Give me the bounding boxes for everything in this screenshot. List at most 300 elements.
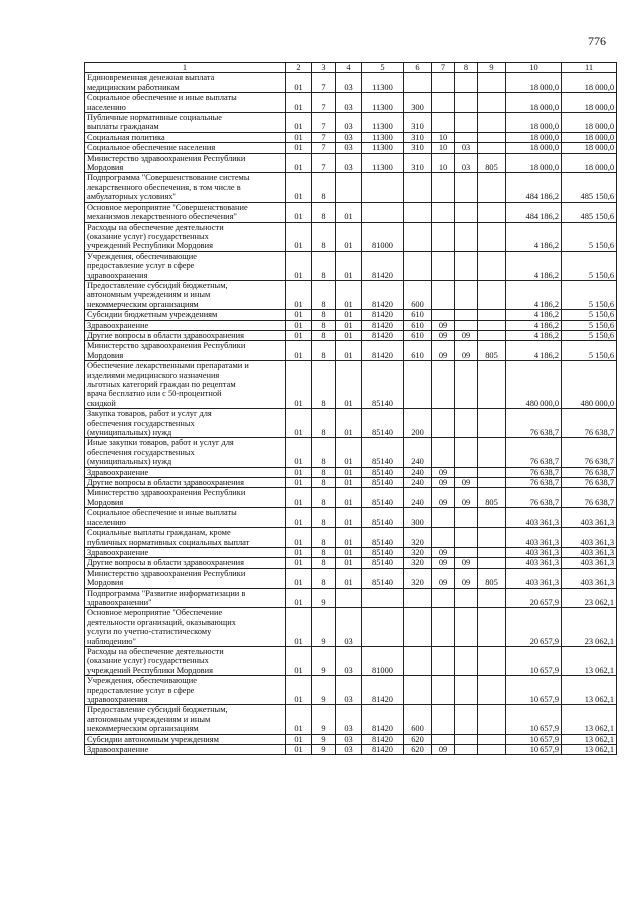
- row-name-cell: Социальное обеспечение и иные выплаты населению: [85, 93, 286, 113]
- code-cell: 320: [404, 547, 432, 557]
- amount-cell: 76 638,7: [562, 438, 617, 467]
- code-cell: 01: [336, 508, 362, 528]
- code-cell: 8: [312, 251, 336, 280]
- code-cell: [404, 222, 432, 251]
- code-cell: [432, 202, 455, 222]
- code-cell: 8: [312, 222, 336, 251]
- code-cell: [455, 320, 478, 330]
- code-cell: 310: [404, 143, 432, 153]
- code-cell: 85140: [362, 361, 404, 409]
- code-cell: 01: [286, 310, 312, 320]
- table-row: [85, 467, 617, 477]
- code-cell: [478, 280, 506, 309]
- code-cell: [478, 558, 506, 568]
- code-cell: 8: [312, 341, 336, 361]
- code-cell: 01: [286, 330, 312, 340]
- code-cell: 805: [478, 568, 506, 588]
- amount-cell: 4 186,2: [506, 341, 562, 361]
- code-cell: [404, 73, 432, 93]
- code-cell: [432, 93, 455, 113]
- code-cell: 01: [286, 547, 312, 557]
- code-cell: 81420: [362, 745, 404, 755]
- table-row: [85, 528, 617, 548]
- amount-cell: 480 000,0: [562, 361, 617, 409]
- row-name-cell: Учреждения, обеспечивающие предоставление услуг в сфере здравоохранения: [85, 251, 286, 280]
- code-cell: [478, 173, 506, 202]
- code-cell: [432, 409, 455, 438]
- row-name-cell: Основное мероприятие "Обеспечение деятельности организаций, оказывающих услуги по учетно-статистическому наблюдению": [85, 608, 286, 647]
- code-cell: [432, 73, 455, 93]
- code-cell: 03: [336, 113, 362, 133]
- column-header-7: 7: [432, 63, 455, 73]
- amount-cell: 5 150,6: [562, 320, 617, 330]
- code-cell: 85140: [362, 467, 404, 477]
- column-header-10: 10: [506, 63, 562, 73]
- column-header-3: 3: [312, 63, 336, 73]
- code-cell: [455, 438, 478, 467]
- code-cell: 03: [455, 153, 478, 173]
- code-cell: [455, 361, 478, 409]
- row-name-cell: Публичные нормативные социальные выплаты гражданам: [85, 113, 286, 133]
- code-cell: 10: [432, 132, 455, 142]
- code-cell: [404, 173, 432, 202]
- amount-cell: 13 062,1: [562, 705, 617, 734]
- code-cell: 01: [286, 705, 312, 734]
- table-row: [85, 153, 617, 173]
- amount-cell: 76 638,7: [562, 478, 617, 488]
- code-cell: 610: [404, 330, 432, 340]
- amount-cell: 4 186,2: [506, 251, 562, 280]
- code-cell: 85140: [362, 568, 404, 588]
- code-cell: 81420: [362, 310, 404, 320]
- column-header-1: 1: [85, 63, 286, 73]
- code-cell: 11300: [362, 132, 404, 142]
- table-row: [85, 488, 617, 508]
- code-cell: 9: [312, 734, 336, 744]
- code-cell: 01: [336, 310, 362, 320]
- code-cell: [432, 528, 455, 548]
- code-cell: 8: [312, 508, 336, 528]
- code-cell: [432, 222, 455, 251]
- code-cell: 8: [312, 438, 336, 467]
- row-name-cell: Здравоохранение: [85, 745, 286, 755]
- code-cell: [478, 222, 506, 251]
- code-cell: 8: [312, 320, 336, 330]
- code-cell: 310: [404, 113, 432, 133]
- code-cell: 01: [286, 409, 312, 438]
- code-cell: [478, 467, 506, 477]
- code-cell: [478, 361, 506, 409]
- code-cell: 09: [432, 330, 455, 340]
- code-cell: [404, 676, 432, 705]
- table-row: [85, 646, 617, 675]
- code-cell: 8: [312, 528, 336, 548]
- row-name-cell: Иные закупки товаров, работ и услуг для обеспечения государственных (муниципальных) нужд: [85, 438, 286, 467]
- row-name-cell: Расходы на обеспечение деятельности (оказание услуг) государственных учреждений Республики Мордовия: [85, 646, 286, 675]
- code-cell: 01: [286, 251, 312, 280]
- code-cell: [455, 73, 478, 93]
- code-cell: 01: [336, 361, 362, 409]
- code-cell: 01: [286, 93, 312, 113]
- code-cell: 300: [404, 508, 432, 528]
- code-cell: [455, 734, 478, 744]
- amount-cell: 5 150,6: [562, 330, 617, 340]
- code-cell: 10: [432, 143, 455, 153]
- row-name-cell: Обеспечение лекарственными препаратами и изделиями медицинского назначения льготных категорий граждан по рецептам врача бесплатно или с 50-процентной скидкой: [85, 361, 286, 409]
- code-cell: [478, 143, 506, 153]
- code-cell: 01: [286, 608, 312, 647]
- row-name-cell: Социальное обеспечение населения: [85, 143, 286, 153]
- code-cell: 09: [455, 341, 478, 361]
- row-name-cell: Основное мероприятие "Совершенствование механизмов лекарственного обеспечения": [85, 202, 286, 222]
- amount-cell: 76 638,7: [506, 438, 562, 467]
- code-cell: 81420: [362, 330, 404, 340]
- code-cell: 7: [312, 143, 336, 153]
- code-cell: 03: [336, 646, 362, 675]
- amount-cell: 485 150,6: [562, 202, 617, 222]
- code-cell: 11300: [362, 113, 404, 133]
- code-cell: 01: [336, 341, 362, 361]
- code-cell: 09: [432, 478, 455, 488]
- code-cell: 85140: [362, 528, 404, 548]
- table-row: [85, 478, 617, 488]
- code-cell: [478, 438, 506, 467]
- code-cell: 805: [478, 153, 506, 173]
- code-cell: 320: [404, 568, 432, 588]
- code-cell: [478, 93, 506, 113]
- amount-cell: 403 361,3: [506, 508, 562, 528]
- table-row: [85, 547, 617, 557]
- code-cell: [432, 676, 455, 705]
- code-cell: 01: [286, 280, 312, 309]
- table-row: [85, 280, 617, 309]
- amount-cell: 4 186,2: [506, 222, 562, 251]
- table-row: [85, 608, 617, 647]
- code-cell: [432, 361, 455, 409]
- code-cell: 01: [336, 488, 362, 508]
- code-cell: 9: [312, 745, 336, 755]
- code-cell: 8: [312, 547, 336, 557]
- code-cell: [455, 745, 478, 755]
- row-name-cell: Другие вопросы в области здравоохранения: [85, 558, 286, 568]
- amount-cell: 18 000,0: [506, 153, 562, 173]
- table-row: [85, 330, 617, 340]
- code-cell: 7: [312, 132, 336, 142]
- table-row: [85, 558, 617, 568]
- code-cell: 620: [404, 734, 432, 744]
- code-cell: [404, 608, 432, 647]
- amount-cell: 4 186,2: [506, 310, 562, 320]
- row-name-cell: Субсидии бюджетным учреждениям: [85, 310, 286, 320]
- row-name-cell: Подпрограмма "Совершенствование системы лекарственного обеспечения, в том числе в амбулаторных условиях": [85, 173, 286, 202]
- code-cell: 01: [336, 478, 362, 488]
- amount-cell: 13 062,1: [562, 734, 617, 744]
- amount-cell: 5 150,6: [562, 341, 617, 361]
- code-cell: [455, 251, 478, 280]
- code-cell: [362, 173, 404, 202]
- code-cell: 09: [432, 341, 455, 361]
- code-cell: 01: [286, 113, 312, 133]
- code-cell: 8: [312, 478, 336, 488]
- table-row: [85, 508, 617, 528]
- code-cell: 01: [286, 745, 312, 755]
- code-cell: 09: [455, 568, 478, 588]
- code-cell: [362, 202, 404, 222]
- row-name-cell: Учреждения, обеспечивающие предоставление услуг в сфере здравоохранения: [85, 676, 286, 705]
- code-cell: [455, 547, 478, 557]
- code-cell: 81000: [362, 222, 404, 251]
- code-cell: 01: [286, 361, 312, 409]
- amount-cell: 18 000,0: [562, 143, 617, 153]
- code-cell: 01: [336, 467, 362, 477]
- code-cell: 600: [404, 705, 432, 734]
- code-cell: [336, 588, 362, 608]
- code-cell: 01: [286, 467, 312, 477]
- amount-cell: 18 000,0: [506, 143, 562, 153]
- table-row: [85, 705, 617, 734]
- code-cell: [478, 547, 506, 557]
- code-cell: 09: [455, 478, 478, 488]
- code-cell: 03: [455, 143, 478, 153]
- code-cell: 81420: [362, 734, 404, 744]
- amount-cell: 20 657,9: [506, 608, 562, 647]
- table-row: [85, 113, 617, 133]
- amount-cell: 10 657,9: [506, 676, 562, 705]
- code-cell: [478, 676, 506, 705]
- code-cell: [432, 438, 455, 467]
- code-cell: [478, 745, 506, 755]
- code-cell: [478, 310, 506, 320]
- code-cell: 240: [404, 467, 432, 477]
- code-cell: 85140: [362, 558, 404, 568]
- code-cell: [404, 646, 432, 675]
- code-cell: 09: [455, 330, 478, 340]
- code-cell: 81420: [362, 280, 404, 309]
- row-name-cell: Закупка товаров, работ и услуг для обеспечения государственных (муниципальных) нужд: [85, 409, 286, 438]
- code-cell: 01: [336, 547, 362, 557]
- code-cell: 610: [404, 310, 432, 320]
- code-cell: 01: [286, 173, 312, 202]
- code-cell: [478, 508, 506, 528]
- code-cell: 01: [286, 734, 312, 744]
- code-cell: [455, 676, 478, 705]
- table-row: [85, 341, 617, 361]
- code-cell: [432, 251, 455, 280]
- code-cell: 8: [312, 488, 336, 508]
- code-cell: 11300: [362, 153, 404, 173]
- code-cell: 81420: [362, 705, 404, 734]
- code-cell: [478, 608, 506, 647]
- table-header-row: [85, 63, 617, 73]
- code-cell: [432, 734, 455, 744]
- code-cell: 03: [336, 676, 362, 705]
- code-cell: 01: [286, 132, 312, 142]
- amount-cell: 403 361,3: [506, 568, 562, 588]
- code-cell: 9: [312, 646, 336, 675]
- code-cell: 01: [336, 568, 362, 588]
- code-cell: [478, 478, 506, 488]
- code-cell: [455, 280, 478, 309]
- amount-cell: 13 062,1: [562, 676, 617, 705]
- column-header-11: 11: [562, 63, 617, 73]
- code-cell: 11300: [362, 93, 404, 113]
- row-name-cell: Министерство здравоохранения Республики Мордовия: [85, 568, 286, 588]
- code-cell: 01: [336, 280, 362, 309]
- code-cell: 8: [312, 173, 336, 202]
- table-row: [85, 251, 617, 280]
- code-cell: 805: [478, 488, 506, 508]
- table-row: [85, 568, 617, 588]
- code-cell: 8: [312, 568, 336, 588]
- code-cell: 01: [336, 409, 362, 438]
- code-cell: 8: [312, 558, 336, 568]
- code-cell: 01: [286, 222, 312, 251]
- column-header-5: 5: [362, 63, 404, 73]
- amount-cell: 76 638,7: [506, 467, 562, 477]
- column-header-8: 8: [455, 63, 478, 73]
- column-header-6: 6: [404, 63, 432, 73]
- code-cell: 9: [312, 608, 336, 647]
- code-cell: 8: [312, 202, 336, 222]
- code-cell: [478, 132, 506, 142]
- code-cell: [455, 409, 478, 438]
- row-name-cell: Здравоохранение: [85, 320, 286, 330]
- column-header-4: 4: [336, 63, 362, 73]
- code-cell: [478, 330, 506, 340]
- row-name-cell: Предоставление субсидий бюджетным, автономным учреждениям и иным некоммерческим организациям: [85, 280, 286, 309]
- code-cell: 01: [286, 646, 312, 675]
- column-header-2: 2: [286, 63, 312, 73]
- code-cell: 310: [404, 153, 432, 173]
- code-cell: [432, 310, 455, 320]
- amount-cell: 5 150,6: [562, 222, 617, 251]
- amount-cell: 18 000,0: [562, 132, 617, 142]
- code-cell: 85140: [362, 488, 404, 508]
- code-cell: [455, 310, 478, 320]
- code-cell: [432, 705, 455, 734]
- code-cell: 01: [336, 202, 362, 222]
- code-cell: 8: [312, 409, 336, 438]
- code-cell: 01: [336, 222, 362, 251]
- code-cell: 8: [312, 467, 336, 477]
- code-cell: [478, 734, 506, 744]
- amount-cell: 18 000,0: [562, 93, 617, 113]
- amount-cell: 76 638,7: [506, 409, 562, 438]
- table-row: [85, 588, 617, 608]
- code-cell: [478, 528, 506, 548]
- amount-cell: 10 657,9: [506, 745, 562, 755]
- code-cell: 03: [336, 132, 362, 142]
- amount-cell: 18 000,0: [562, 73, 617, 93]
- code-cell: 09: [455, 558, 478, 568]
- amount-cell: 18 000,0: [562, 153, 617, 173]
- code-cell: 01: [336, 251, 362, 280]
- code-cell: [455, 202, 478, 222]
- amount-cell: 13 062,1: [562, 745, 617, 755]
- code-cell: 03: [336, 745, 362, 755]
- amount-cell: 18 000,0: [506, 93, 562, 113]
- amount-cell: 403 361,3: [506, 528, 562, 548]
- row-name-cell: Расходы на обеспечение деятельности (оказание услуг) государственных учреждений Республики Мордовия: [85, 222, 286, 251]
- row-name-cell: Здравоохранение: [85, 547, 286, 557]
- code-cell: [404, 202, 432, 222]
- table-row: [85, 132, 617, 142]
- code-cell: [455, 588, 478, 608]
- code-cell: 01: [286, 478, 312, 488]
- code-cell: [478, 588, 506, 608]
- code-cell: 8: [312, 280, 336, 309]
- code-cell: [478, 113, 506, 133]
- amount-cell: 76 638,7: [506, 478, 562, 488]
- code-cell: [432, 113, 455, 133]
- amount-cell: 23 062,1: [562, 608, 617, 647]
- table-row: [85, 676, 617, 705]
- code-cell: [432, 646, 455, 675]
- row-name-cell: Министерство здравоохранения Республики Мордовия: [85, 153, 286, 173]
- amount-cell: 4 186,2: [506, 280, 562, 309]
- amount-cell: 18 000,0: [506, 132, 562, 142]
- code-cell: 03: [336, 608, 362, 647]
- code-cell: 03: [336, 143, 362, 153]
- table-row: [85, 222, 617, 251]
- code-cell: 09: [432, 488, 455, 508]
- amount-cell: 403 361,3: [562, 547, 617, 557]
- code-cell: 7: [312, 93, 336, 113]
- code-cell: [404, 588, 432, 608]
- row-name-cell: Подпрограмма "Развитие информатизации в здравоохранении": [85, 588, 286, 608]
- code-cell: [455, 467, 478, 477]
- amount-cell: 18 000,0: [562, 113, 617, 133]
- code-cell: 01: [336, 438, 362, 467]
- amount-cell: 20 657,9: [506, 588, 562, 608]
- code-cell: 01: [286, 588, 312, 608]
- table-row: [85, 409, 617, 438]
- amount-cell: 76 638,7: [562, 488, 617, 508]
- code-cell: [455, 222, 478, 251]
- code-cell: 01: [286, 438, 312, 467]
- code-cell: 01: [286, 488, 312, 508]
- code-cell: [455, 93, 478, 113]
- code-cell: 01: [336, 558, 362, 568]
- amount-cell: 5 150,6: [562, 251, 617, 280]
- amount-cell: 76 638,7: [562, 409, 617, 438]
- amount-cell: 18 000,0: [506, 113, 562, 133]
- code-cell: 81420: [362, 251, 404, 280]
- code-cell: [432, 173, 455, 202]
- code-cell: 9: [312, 705, 336, 734]
- row-name-cell: Социальная политика: [85, 132, 286, 142]
- row-name-cell: Другие вопросы в области здравоохранения: [85, 330, 286, 340]
- code-cell: 85140: [362, 547, 404, 557]
- row-name-cell: Министерство здравоохранения Республики Мордовия: [85, 488, 286, 508]
- amount-cell: 403 361,3: [506, 547, 562, 557]
- code-cell: 01: [286, 676, 312, 705]
- code-cell: 01: [286, 528, 312, 548]
- code-cell: 8: [312, 361, 336, 409]
- column-header-9: 9: [478, 63, 506, 73]
- code-cell: 240: [404, 438, 432, 467]
- code-cell: 310: [404, 132, 432, 142]
- table-row: [85, 734, 617, 744]
- table-row: [85, 73, 617, 93]
- code-cell: [478, 73, 506, 93]
- code-cell: 09: [432, 558, 455, 568]
- table-row: [85, 320, 617, 330]
- code-cell: 85140: [362, 478, 404, 488]
- table-row: [85, 93, 617, 113]
- code-cell: 9: [312, 676, 336, 705]
- row-name-cell: Предоставление субсидий бюджетным, автономным учреждениям и иным некоммерческим организациям: [85, 705, 286, 734]
